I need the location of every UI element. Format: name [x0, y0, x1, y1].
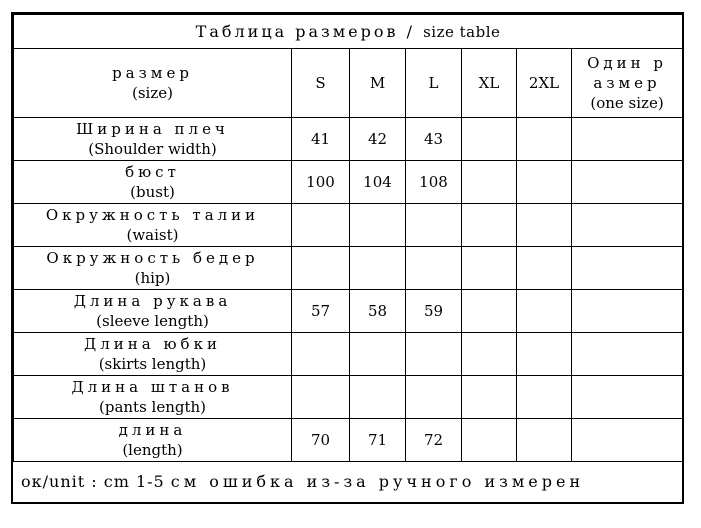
table-title: [14, 15, 683, 49]
measurement-label-en: (waist): [126, 226, 179, 244]
measurement-label-en: (sleeve length): [96, 312, 209, 330]
size-header-one-size: [572, 49, 683, 118]
measurement-value-cell: 72: [406, 419, 462, 462]
measurement-label-en: (skirts length): [98, 355, 207, 373]
measurement-value-cell: [572, 419, 683, 462]
footer-unit: ок/unit : cm 1-5: [21, 472, 165, 491]
measurement-value-cell: [462, 333, 517, 376]
size-header-l: L: [406, 49, 462, 118]
measurement-value-cell: 71: [350, 419, 406, 462]
one-size-en: (one size): [590, 94, 664, 112]
measurement-label-cell: [14, 376, 292, 419]
measurement-value-cell: [572, 333, 683, 376]
table-row: [14, 161, 683, 204]
measurement-value-cell: 42: [350, 118, 406, 161]
table-row: [14, 333, 683, 376]
measurement-value-cell: [462, 247, 517, 290]
measurement-value-cell: [350, 204, 406, 247]
measurement-value-cell: [350, 376, 406, 419]
measurement-label-en: (pants length): [98, 398, 207, 416]
measurement-value-cell: [462, 376, 517, 419]
measurement-value-cell: [517, 161, 572, 204]
size-label-ru: размер: [112, 64, 193, 82]
table-row: [14, 376, 683, 419]
measurement-label-cell: [14, 161, 292, 204]
measurement-value-cell: [462, 204, 517, 247]
measurement-value-cell: [572, 290, 683, 333]
measurement-value-cell: [572, 376, 683, 419]
measurement-label-en: (Shoulder width): [88, 140, 217, 158]
measurement-value-cell: [406, 204, 462, 247]
measurement-value-cell: [462, 290, 517, 333]
table-row: [14, 204, 683, 247]
measurement-value-cell: [462, 419, 517, 462]
size-header-2xl: 2XL: [517, 49, 572, 118]
measurement-label-ru: длина: [118, 421, 187, 439]
measurement-label-ru: Длина штанов: [71, 378, 234, 396]
measurement-label-ru: Длина юбки: [84, 335, 221, 353]
measurement-value-cell: [517, 376, 572, 419]
measurement-value-cell: 41: [292, 118, 350, 161]
table-row: [14, 118, 683, 161]
measurement-value-cell: 59: [406, 290, 462, 333]
footer-error-note: см ошибка из-за ручного измерен: [170, 472, 585, 491]
measurement-value-cell: [572, 204, 683, 247]
size-label-en: (size): [132, 84, 173, 102]
measurement-value-cell: 108: [406, 161, 462, 204]
measurement-value-cell: [572, 247, 683, 290]
measurement-label-ru: бюст: [125, 163, 180, 181]
measurement-value-cell: [572, 118, 683, 161]
measurement-value-cell: 104: [350, 161, 406, 204]
title-separator: /: [398, 21, 424, 41]
measurement-label-ru: Ширина плеч: [76, 120, 229, 138]
measurement-label-en: (hip): [134, 269, 171, 287]
measurement-value-cell: [462, 161, 517, 204]
one-size-ru-line1: Один р: [587, 54, 667, 72]
one-size-ru-line2: азмер: [593, 74, 661, 92]
size-header-m: M: [350, 49, 406, 118]
measurement-label-ru: Окружность бедер: [46, 249, 259, 267]
measurement-value-cell: [292, 376, 350, 419]
measurement-value-cell: [517, 333, 572, 376]
table-row: [14, 290, 683, 333]
measurement-value-cell: [292, 204, 350, 247]
size-header-xl: XL: [462, 49, 517, 118]
measurement-value-cell: [292, 247, 350, 290]
measurement-label-cell: [14, 247, 292, 290]
size-label-cell: [14, 49, 292, 118]
measurement-value-cell: [350, 247, 406, 290]
measurement-value-cell: [517, 419, 572, 462]
title-ru: Таблица размеров: [195, 21, 399, 41]
measurement-label-ru: Длина рукава: [73, 292, 232, 310]
measurement-value-cell: 70: [292, 419, 350, 462]
measurement-label-ru: Окружность талии: [45, 206, 260, 224]
measurement-value-cell: [350, 333, 406, 376]
measurement-value-cell: [462, 118, 517, 161]
size-header-s: S: [292, 49, 350, 118]
measurement-label-cell: [14, 118, 292, 161]
measurement-value-cell: [406, 376, 462, 419]
table-row: [14, 247, 683, 290]
measurement-label-cell: [14, 419, 292, 462]
measurement-value-cell: [406, 247, 462, 290]
measurement-label-en: (length): [122, 441, 183, 459]
measurement-label-cell: [14, 333, 292, 376]
measurement-label-cell: [14, 290, 292, 333]
measurement-value-cell: 43: [406, 118, 462, 161]
measurement-label-en: (bust): [130, 183, 175, 201]
measurement-label-cell: [14, 204, 292, 247]
measurement-value-cell: [517, 290, 572, 333]
footer-note: [13, 461, 682, 502]
title-en: size table: [423, 22, 501, 41]
table-row: [14, 419, 683, 462]
measurement-value-cell: 57: [292, 290, 350, 333]
size-table-sheet: [11, 12, 684, 504]
measurement-value-cell: [517, 118, 572, 161]
measurement-value-cell: [292, 333, 350, 376]
measurement-value-cell: 58: [350, 290, 406, 333]
measurement-value-cell: [406, 333, 462, 376]
measurement-value-cell: [517, 204, 572, 247]
measurement-value-cell: [517, 247, 572, 290]
header-row: [14, 49, 683, 118]
size-table: [13, 14, 683, 462]
measurement-value-cell: [572, 161, 683, 204]
measurement-value-cell: 100: [292, 161, 350, 204]
